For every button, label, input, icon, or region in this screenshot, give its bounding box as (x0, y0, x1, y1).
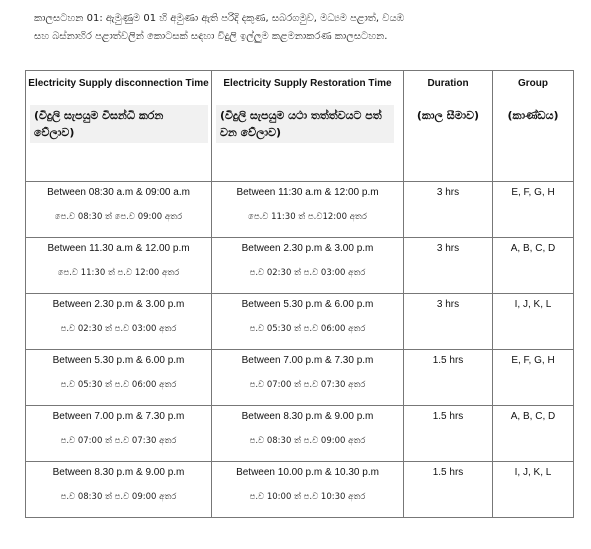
restoration-cell (212, 462, 404, 518)
table-header-row (26, 71, 574, 182)
time-range-en: Between 08:30 a.m & 09:00 a.m (47, 187, 190, 198)
duration-value: 1.5 hrs (432, 355, 464, 366)
time-range-si: පෙ.ව 08:30 ත් පෙ.ව 09:00 අතර (54, 212, 183, 222)
time-range-si: ප.ව 08:30 ත් ප.ව 09:00 අතර (60, 492, 177, 502)
group-cell (493, 350, 574, 406)
duration-value: 3 hrs (436, 187, 460, 198)
group-value: I, J, K, L (514, 467, 552, 478)
time-range-si: ප.ව 08:30 ත් ප.ව 09:00 අතර (249, 436, 366, 446)
header-label-si: (කාල සීමාව) (416, 109, 480, 122)
header-label-si: (විදුලි සැපයුම විසන්ධි කරන වේලාව) (30, 105, 208, 143)
table-row (26, 462, 574, 518)
duration-value: 3 hrs (436, 299, 460, 310)
group-cell (493, 406, 574, 462)
restoration-cell (212, 406, 404, 462)
header-label-en: Duration (427, 78, 469, 89)
disconnection-cell (26, 462, 212, 518)
header-group (493, 71, 574, 182)
duration-cell (404, 182, 493, 238)
header-label-en: Electricity Supply Restoration Time (223, 78, 392, 89)
table-row (26, 350, 574, 406)
header-disconnection-time (26, 71, 212, 182)
table-row (26, 238, 574, 294)
group-value: E, F, G, H (511, 355, 555, 366)
restoration-cell (212, 350, 404, 406)
time-range-en: Between 5.30 p.m & 6.00 p.m (241, 299, 374, 310)
time-range-si: ප.ව 05:30 ත් ප.ව 06:00 අතර (60, 380, 177, 390)
disconnection-cell (26, 294, 212, 350)
group-value: A, B, C, D (510, 411, 556, 422)
time-range-en: Between 8.30 p.m & 9.00 p.m (52, 467, 185, 478)
intro-paragraph (34, 10, 564, 46)
power-cut-schedule-table (25, 70, 574, 518)
time-range-si: ප.ව 10:00 ත් ප.ව 10:30 අතර (249, 492, 366, 502)
time-range-si: ප.ව 02:30 ත් ප.ව 03:00 අතර (249, 268, 366, 278)
intro-line-2: සහ බස්නාහිර පළාත්වලින් කොටසක් සඳහා විදුලි ඉල්ලුම කළමනාකරණ කාලසටහන. (34, 31, 388, 42)
header-label-en: Electricity Supply disconnection Time (28, 78, 209, 89)
time-range-en: Between 8.30 p.m & 9.00 p.m (241, 411, 374, 422)
time-range-si: ප.ව 07:00 ත් ප.ව 07:30 අතර (249, 380, 366, 390)
header-label-si: (විදුලි සැපයුම යථා තත්ත්වයට පත් වන වේලාව) (216, 105, 394, 143)
time-range-en: Between 7.00 p.m & 7.30 p.m (52, 411, 185, 422)
header-restoration-time (212, 71, 404, 182)
time-range-si: ප.ව 07:00 ත් ප.ව 07:30 අතර (60, 436, 177, 446)
time-range-si: පෙ.ව 11:30 ත් ප.ව12:00 අතර (248, 212, 367, 222)
restoration-cell (212, 182, 404, 238)
disconnection-cell (26, 182, 212, 238)
table-row (26, 406, 574, 462)
duration-cell (404, 238, 493, 294)
duration-value: 1.5 hrs (432, 467, 464, 478)
time-range-en: Between 2.30 p.m & 3.00 p.m (52, 299, 185, 310)
duration-cell (404, 406, 493, 462)
duration-cell (404, 462, 493, 518)
group-cell (493, 462, 574, 518)
time-range-en: Between 2.30 p.m & 3.00 p.m (241, 243, 374, 254)
time-range-en: Between 5.30 p.m & 6.00 p.m (52, 355, 185, 366)
group-value: A, B, C, D (510, 243, 556, 254)
time-range-en: Between 11:30 a.m & 12:00 p.m (236, 187, 379, 198)
disconnection-cell (26, 238, 212, 294)
time-range-si: ප.ව 02:30 ත් ප.ව 03:00 අතර (60, 324, 177, 334)
intro-line-1: කාලසටහන 01: ඇමුණුම 01 හි අමුණා ඇති පරිදි දකුණ, සබරගමුව, මධ්‍යම පළාත්, වයඹ (34, 13, 405, 24)
group-cell (493, 182, 574, 238)
restoration-cell (212, 238, 404, 294)
header-label-si: (කාණ්ඩය) (507, 109, 559, 122)
time-range-en: Between 11.30 a.m & 12.00 p.m (47, 243, 190, 254)
disconnection-cell (26, 350, 212, 406)
time-range-si: ප.ව 05:30 ත් ප.ව 06:00 අතර (249, 324, 366, 334)
duration-value: 1.5 hrs (432, 411, 464, 422)
group-value: I, J, K, L (514, 299, 552, 310)
duration-cell (404, 350, 493, 406)
duration-value: 3 hrs (436, 243, 460, 254)
disconnection-cell (26, 406, 212, 462)
duration-cell (404, 294, 493, 350)
time-range-en: Between 10.00 p.m & 10.30 p.m (236, 467, 379, 478)
table-row (26, 182, 574, 238)
time-range-en: Between 7.00 p.m & 7.30 p.m (241, 355, 374, 366)
time-range-si: පෙ.ව 11:30 ත් ප.ව 12:00 අතර (57, 268, 180, 278)
header-duration (404, 71, 493, 182)
group-value: E, F, G, H (511, 187, 555, 198)
restoration-cell (212, 294, 404, 350)
header-label-en: Group (518, 78, 548, 89)
group-cell (493, 238, 574, 294)
group-cell (493, 294, 574, 350)
table-row (26, 294, 574, 350)
